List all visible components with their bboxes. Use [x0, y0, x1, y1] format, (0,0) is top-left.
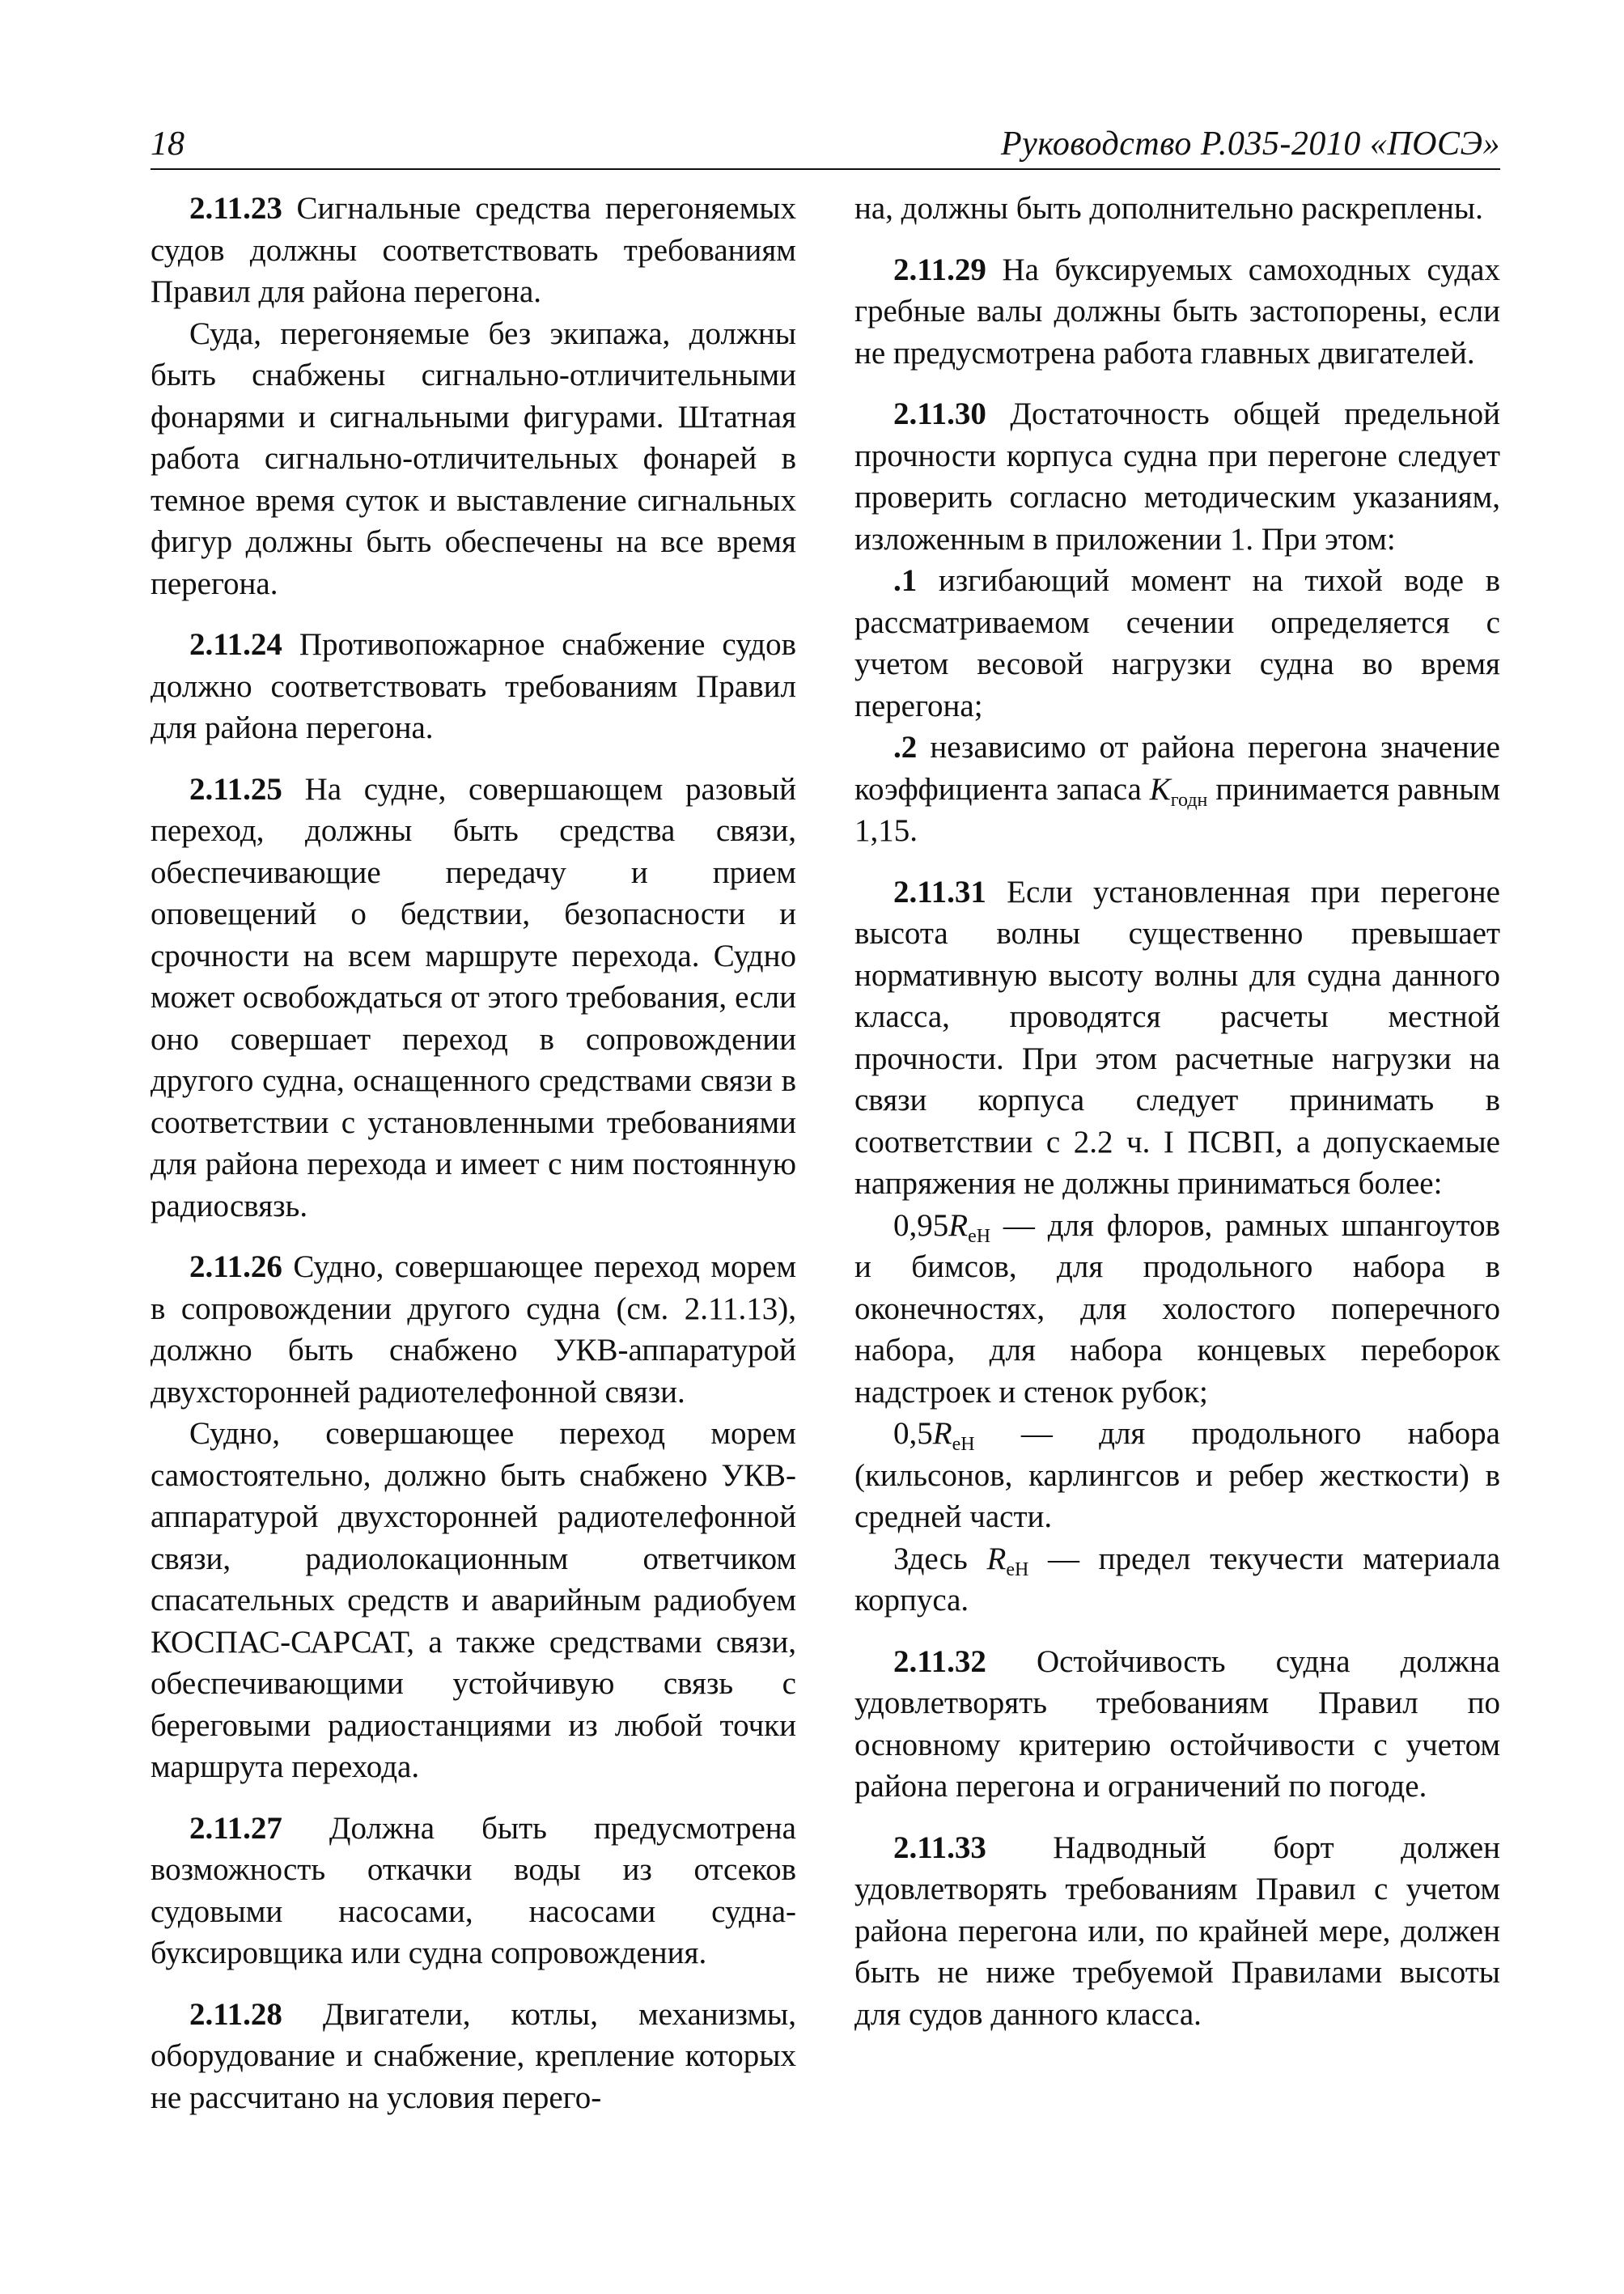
paragraph-text: изгибающий момент на тихой воде в рассматриваемом сечении определяется с учетом весовой нагрузки судна во время перегона;	[854, 563, 1501, 723]
r-subscript: eH	[1006, 1558, 1029, 1580]
paragraph-text: Суда, перегоняемые без экипажа, должны быть снабжены сигнально-отличительными фонарями и сигнальными фигурами. Штатная работа сигнально-отличительных фонарей в темное время суток и выставление сигнальных фигур должны быть обеспечены на все время перегона.	[151, 316, 796, 601]
page-number: 18	[151, 125, 184, 163]
paragraph-text: независимо от района перегона значение коэффициента запаса	[854, 730, 1500, 807]
paragraph-text: На буксируемых самоходных судах гребные валы должны быть застопорены, если не предусмотрена работа главных двигателей.	[854, 252, 1500, 371]
item-number: .1	[893, 563, 918, 598]
paragraph-text: на, должны быть дополнительно раскреплены.	[854, 191, 1483, 226]
paragraph	[151, 1413, 796, 1788]
section-number: 2.11.32	[893, 1643, 986, 1679]
section-number: 2.11.26	[189, 1249, 282, 1284]
section-number: 2.11.30	[893, 396, 986, 431]
section-2-11-28	[151, 1994, 796, 2119]
right-column	[854, 188, 1500, 2035]
section-number: 2.11.25	[189, 771, 282, 807]
paragraph-text: Сигнальные средства перегоняемых судов должны соответствовать требованиям Правил для района перегона.	[151, 191, 796, 309]
r-subscript: eH	[968, 1225, 991, 1247]
list-item-2	[854, 727, 1500, 852]
section-2-11-27	[151, 1808, 796, 1974]
paragraph-text: На судне, совершающем разовый переход, должны быть средства связи, обеспечивающие передачу и прием оповещений о бедствии, безопасности и срочности на всем маршруте перехода. Судно может освобождаться от этого требования, если оно совершает переход в сопровождении другого судна, оснащенного средствами связи в соответствии с установленными требованиями для района перехода и имеет с ним постоянную радиосвязь.	[151, 771, 797, 1223]
item-number: .2	[893, 730, 918, 765]
paragraph-continuation	[854, 188, 1500, 230]
section-2-11-25	[151, 769, 796, 1228]
section-number: 2.11.33	[893, 1830, 986, 1865]
formula-item-2	[854, 1413, 1500, 1538]
running-header	[151, 121, 1500, 170]
r-symbol: R	[932, 1416, 952, 1451]
running-title: Руководство Р.035-2010 «ПОСЭ»	[1001, 125, 1500, 163]
r-symbol: R	[948, 1207, 969, 1243]
coefficient: 0,95	[893, 1207, 949, 1243]
section-2-11-31	[854, 871, 1500, 1205]
paragraph-text: принимается равным 1,15.	[854, 771, 1501, 848]
k-symbol: K	[1149, 771, 1171, 807]
paragraph-text: — предел текучести материала корпуса.	[854, 1541, 1501, 1618]
left-column	[151, 188, 796, 2118]
section-2-11-32	[854, 1641, 1500, 1808]
definition-paragraph	[854, 1538, 1500, 1622]
section-number: 2.11.28	[189, 1996, 282, 2032]
section-2-11-30	[854, 393, 1500, 560]
paragraph-text: Противопожарное снабжение судов должно соответствовать требованиям Правил для района перегона.	[151, 627, 796, 745]
paragraph-text: Двигатели, котлы, механизмы, оборудование и снабжение, крепление которых не рассчитано на условия перего-	[151, 1996, 797, 2115]
section-2-11-23	[151, 188, 796, 313]
list-item-1	[854, 560, 1500, 727]
paragraph-text: Судно, совершающее переход морем самостоятельно, должно быть снабжено УКВ-аппаратурой двухсторонней радиотелефонной связи, радиолокационным ответчиком спасательных средств и аварийным радиобуем КОСПАС-САРСАТ, а также средствами связи, обеспечивающими устойчивую связь с береговыми радиостанциями из любой точки маршрута перехода.	[151, 1416, 796, 1784]
paragraph-text: Должна быть предусмотрена возможность откачки воды из отсеков судовыми насосами, насосами судна-буксировщика или судна сопровождения.	[151, 1810, 796, 1970]
coefficient: 0,5	[893, 1416, 933, 1451]
section-number: 2.11.24	[189, 627, 282, 662]
paragraph-text: Остойчивость судна должна удовлетворять требованиям Правил по основному критерию остойчивости с учетом района перегона и ограничений по погоде.	[854, 1643, 1500, 1804]
paragraph-text: Судно, совершающее переход морем в сопровождении другого судна (см. 2.11.13), должно быть снабжено УКВ-аппаратурой двухсторонней радиотелефонной связи.	[151, 1249, 796, 1410]
section-number: 2.11.29	[893, 252, 986, 287]
paragraph-text: Здесь	[893, 1541, 968, 1576]
r-symbol: R	[986, 1541, 1007, 1576]
section-number: 2.11.31	[893, 874, 986, 910]
section-2-11-24	[151, 624, 796, 749]
k-subscript: годн	[1170, 789, 1208, 811]
formula-item-1	[854, 1205, 1500, 1414]
paragraph-text: Надводный борт должен удовлетворять требованиям Правил с учетом района перегона или, по крайней мере, должен быть не ниже требуемой Правилами высоты для судов данного класса.	[854, 1830, 1501, 2032]
section-number: 2.11.23	[189, 191, 282, 226]
r-subscript: eH	[952, 1434, 975, 1455]
section-2-11-26	[151, 1246, 796, 1413]
paragraph-text: — для продольного набора (кильсонов, карлингсов и ребер жесткости) в средней части.	[854, 1416, 1500, 1534]
section-2-11-33	[854, 1827, 1500, 2036]
paragraph-text: Если установленная при перегоне высота волны существенно превышает нормативную высоту волны для судна данного класса, проводятся расчеты местной прочности. При этом расчетные нагрузки на связи корпуса следует принимать в соответствии с 2.2 ч. I ПСВП, а допускаемые напряжения не должны приниматься более:	[854, 874, 1500, 1201]
paragraph	[151, 313, 796, 605]
paragraph-text: — для флоров, рамных шпангоутов и бимсов, для продольного набора в оконечностях, для холостого поперечного набора, для набора концевых переборок надстроек и стенок рубок;	[854, 1207, 1500, 1410]
section-number: 2.11.27	[189, 1810, 282, 1846]
paragraph-text: Достаточность общей предельной прочности корпуса судна при перегоне следует проверить согласно методическим указаниям, изложенным в приложении 1. При этом:	[854, 396, 1500, 557]
section-2-11-29	[854, 249, 1500, 375]
